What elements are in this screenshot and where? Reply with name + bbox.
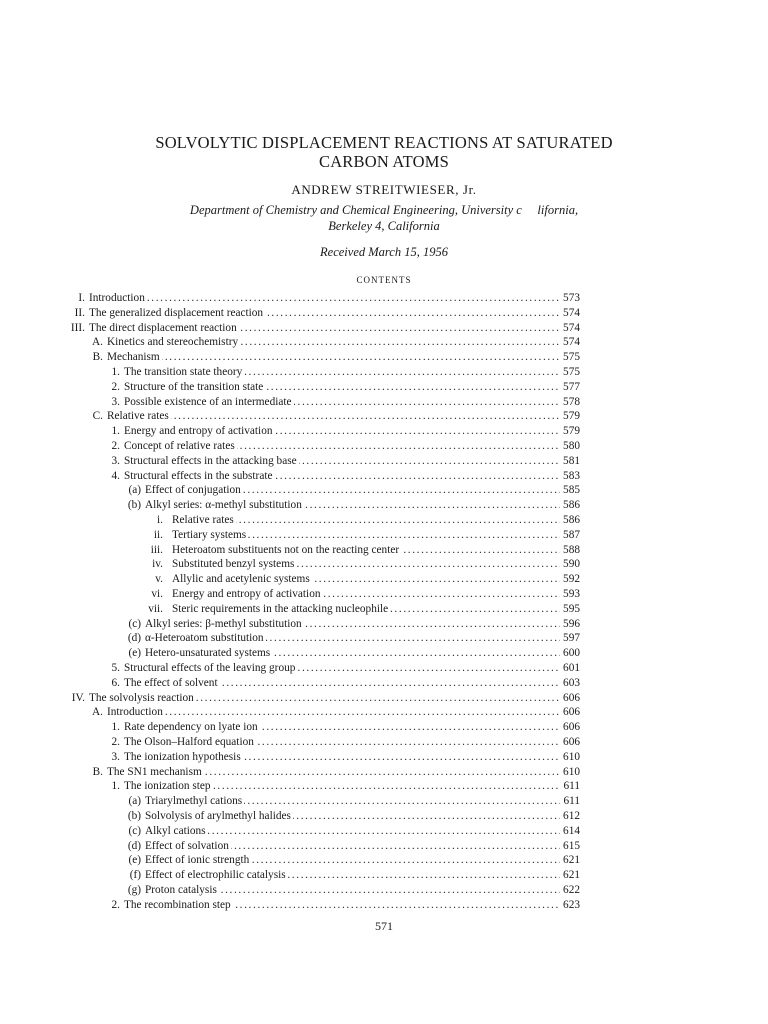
- toc-entry-text: Structure of the transition state: [124, 380, 264, 393]
- toc-entry-text: Allylic and acetylenic systems: [172, 573, 310, 586]
- toc-entry-title: [107, 705, 560, 720]
- toc-entry-text: The solvolysis reaction: [89, 691, 194, 704]
- toc-entry-title: [124, 424, 560, 439]
- toc-entry-page: 588: [563, 543, 580, 556]
- toc-entry-page: 573: [563, 292, 580, 304]
- toc-entry-title: [107, 409, 560, 424]
- toc-entry-page: 574: [563, 336, 580, 349]
- toc-entry-title: [124, 676, 560, 691]
- toc-entry-text: Effect of solvation: [145, 839, 229, 852]
- toc-entry-text: Introduction: [89, 292, 145, 304]
- toc-entry: [0, 898, 768, 913]
- toc-entry-number: iv.: [152, 558, 163, 571]
- toc-entry: [0, 557, 768, 572]
- toc-entry-number: (b): [127, 499, 141, 512]
- toc-entry-page: 574: [563, 306, 580, 319]
- toc-entry-title: [145, 646, 560, 661]
- toc-entry-title: [107, 350, 560, 365]
- toc-entry: [0, 291, 768, 306]
- toc-entry-text: The generalized displacement reaction: [89, 306, 264, 319]
- toc-entry-text: Concept of relative rates: [124, 440, 235, 452]
- page-number: 571: [375, 919, 393, 933]
- toc-entry-title: [89, 691, 560, 706]
- toc-entry-number: 2.: [111, 736, 120, 748]
- toc-entry: [0, 409, 768, 424]
- toc-entry-page: 610: [563, 750, 580, 763]
- toc-entry-number: (e): [128, 647, 141, 660]
- title-line-1: SOLVOLYTIC DISPLACEMENT REACTIONS AT SATURATED: [155, 133, 613, 152]
- toc-entry-number: A.: [92, 336, 103, 349]
- toc-entry-page: 600: [563, 647, 580, 660]
- toc-entry-text: Rate dependency on lyate ion: [124, 721, 258, 734]
- toc-entry-page: 586: [563, 499, 580, 512]
- toc-entry-page: 601: [563, 662, 580, 674]
- toc-entry: [0, 779, 768, 794]
- toc-entry-number: 1.: [111, 366, 120, 378]
- toc-entry-number: vi.: [151, 588, 163, 600]
- toc-entry-text: Possible existence of an intermediate: [124, 395, 292, 408]
- toc-entry-page: 592: [563, 573, 580, 586]
- toc-entry-page: 586: [563, 514, 580, 526]
- toc-entry-text: Effect of electrophilic catalysis: [145, 869, 286, 882]
- author-name: ANDREW STREITWIESER, Jr.: [291, 182, 477, 197]
- toc-entry-number: (e): [128, 854, 141, 867]
- toc-entry: [0, 735, 768, 750]
- toc-entry-page: 590: [563, 558, 580, 571]
- toc-entry-text: The effect of solvent: [124, 676, 218, 689]
- toc-entry-title: [172, 557, 560, 572]
- toc-entry-text: Proton catalysis: [145, 884, 217, 896]
- toc-entry-page: 583: [563, 469, 580, 482]
- toc-entry-page: 579: [563, 425, 580, 438]
- toc-entry: [0, 720, 768, 735]
- toc-entry-title: [172, 528, 560, 543]
- toc-entry: [0, 424, 768, 439]
- toc-entry-text: The ionization hypothesis: [124, 750, 241, 763]
- toc-entry: [0, 750, 768, 765]
- toc-entry-title: [145, 809, 560, 824]
- contents-heading: CONTENTS: [356, 275, 412, 285]
- toc-entry-title: [124, 439, 560, 454]
- toc-entry-text: Kinetics and stereochemistry: [107, 336, 239, 349]
- toc-entry-page: 623: [563, 898, 580, 911]
- toc-entry-title: [124, 661, 560, 676]
- toc-entry-title: [145, 883, 560, 898]
- toc-entry: [0, 676, 768, 691]
- toc-entry-title: [124, 779, 560, 794]
- toc-entry-title: [145, 631, 560, 646]
- toc-entry-page: 580: [563, 440, 580, 452]
- toc-entry-text: Hetero-unsaturated systems: [145, 647, 271, 660]
- toc-entry-number: v.: [155, 573, 163, 586]
- toc-entry-title: [89, 291, 560, 306]
- toc-entry-number: 1.: [111, 780, 120, 793]
- toc-entry-number: B.: [92, 351, 103, 364]
- toc-entry-number: 1.: [111, 721, 120, 734]
- toc-entry-text: The Olson–Halford equation: [124, 736, 254, 748]
- toc-entry-title: [145, 483, 560, 498]
- toc-entry-number: I.: [78, 292, 85, 304]
- toc-entry: [0, 883, 768, 898]
- toc-entry-text: Introduction: [107, 706, 163, 719]
- toc-entry-title: [124, 454, 560, 469]
- toc-entry-page: 614: [563, 824, 580, 837]
- toc-entry-text: The transition state theory: [124, 366, 243, 378]
- toc-entry-title: [107, 335, 560, 350]
- toc-entry-title: [172, 572, 560, 587]
- toc-entry-page: 577: [563, 380, 580, 393]
- toc-entry-number: II.: [74, 306, 85, 319]
- toc-entry-title: [145, 498, 560, 513]
- toc-entry-text: Structural effects in the substrate: [124, 469, 273, 482]
- toc-entry-title: [124, 898, 560, 913]
- article-title: [0, 133, 768, 171]
- toc-entry-title: [172, 513, 560, 528]
- toc-entry-page: 575: [563, 351, 580, 364]
- toc-entry-number: (d): [127, 839, 141, 852]
- toc-entry-text: The ionization step: [124, 780, 211, 793]
- toc-entry-text: Heteroatom substituents not on the reacting center: [172, 543, 400, 556]
- toc-entry-page: 606: [563, 736, 580, 748]
- toc-entry-page: 596: [563, 617, 580, 630]
- toc-entry: [0, 794, 768, 809]
- affiliation-line-1: Department of Chemistry and Chemical Engineering, University c lifornia,: [189, 203, 579, 217]
- toc-entry-page: 610: [563, 765, 580, 778]
- toc-entry-text: Alkyl series: α-methyl substitution: [145, 499, 302, 512]
- toc-entry-text: Structural effects in the attacking base: [124, 454, 297, 467]
- toc-entry-number: (c): [128, 824, 141, 837]
- toc-entry-title: [124, 720, 560, 735]
- toc-entry-number: (c): [128, 617, 141, 630]
- toc-entry-number: (a): [128, 795, 141, 808]
- toc-entry-page: 611: [563, 795, 580, 808]
- toc-entry-number: (b): [127, 810, 141, 822]
- received-date: Received March 15, 1956: [320, 245, 448, 259]
- toc-entry-title: [145, 853, 560, 868]
- affiliation-line-2: Berkeley 4, California: [328, 219, 440, 233]
- toc-entry-page: 606: [563, 691, 580, 704]
- toc-entry-page: 621: [563, 854, 580, 867]
- toc-entry-text: Steric requirements in the attacking nucleophile: [172, 602, 389, 615]
- toc-entry-title: [124, 469, 560, 484]
- toc-entry-number: 3.: [111, 750, 120, 763]
- toc-entry: [0, 513, 768, 528]
- toc-entry-text: Effect of conjugation: [145, 484, 241, 497]
- toc-entry-text: α-Heteroatom substitution: [145, 632, 264, 645]
- toc-entry-text: The direct displacement reaction: [89, 321, 237, 334]
- toc-entry: [0, 365, 768, 380]
- toc-entry-number: (g): [127, 884, 141, 896]
- toc-entry-title: [145, 794, 560, 809]
- toc-entry-number: IV.: [71, 691, 85, 704]
- toc-entry-page: 593: [563, 588, 580, 600]
- toc-entry: [0, 839, 768, 854]
- toc-entry: [0, 853, 768, 868]
- toc-entry-number: 6.: [111, 676, 120, 689]
- toc-entry-number: 2.: [111, 898, 120, 911]
- toc-entry: [0, 572, 768, 587]
- toc-entry-page: 621: [563, 869, 580, 882]
- toc-entry-title: [124, 750, 560, 765]
- toc-entry-page: 581: [563, 454, 580, 467]
- toc-entry-title: [89, 321, 560, 336]
- toc-entry-page: 612: [563, 810, 580, 822]
- toc-entry-number: III.: [70, 321, 85, 334]
- toc-entry-title: [172, 587, 560, 602]
- toc-entry-number: C.: [92, 410, 103, 423]
- toc-entry: [0, 809, 768, 824]
- toc-entry: [0, 321, 768, 336]
- toc-entry-text: Alkyl cations: [145, 824, 206, 837]
- toc-entry-number: 4.: [111, 469, 120, 482]
- toc-entry-page: 606: [563, 721, 580, 734]
- toc-entry-title: [172, 543, 560, 558]
- toc-entry-page: 615: [563, 839, 580, 852]
- toc-entry-title: [89, 306, 560, 321]
- toc-entry-page: 595: [563, 602, 580, 615]
- toc-entry: [0, 439, 768, 454]
- toc-entry-page: 603: [563, 676, 580, 689]
- toc-entry: [0, 528, 768, 543]
- toc-entry-text: Energy and entropy of activation: [124, 425, 273, 438]
- toc-entry-title: [145, 839, 560, 854]
- toc-entry-number: iii.: [150, 543, 163, 556]
- toc-entry-title: [124, 380, 560, 395]
- toc-entry-text: Mechanism: [107, 351, 160, 364]
- toc-entry: [0, 498, 768, 513]
- toc-entry-text: Energy and entropy of activation: [172, 588, 321, 600]
- toc-entry-text: Solvolysis of arylmethyl halides: [145, 810, 291, 822]
- toc-entry-number: 5.: [111, 662, 120, 674]
- toc-entry-number: ii.: [153, 528, 163, 541]
- toc-entry-title: [145, 824, 560, 839]
- toc-entry: [0, 587, 768, 602]
- toc-entry-text: Relative rates: [107, 410, 169, 423]
- toc-entry: [0, 765, 768, 780]
- toc-entry-page: 606: [563, 706, 580, 719]
- toc-entry: [0, 691, 768, 706]
- toc-entry-text: Triarylmethyl cations: [145, 795, 243, 808]
- toc-entry-text: Effect of ionic strength: [145, 854, 250, 867]
- toc-entry-page: 579: [563, 410, 580, 423]
- toc-entry: [0, 631, 768, 646]
- toc-entry-number: B.: [92, 765, 103, 778]
- toc-entry-text: The SN1 mechanism: [107, 765, 202, 778]
- toc-entry-number: vii.: [148, 602, 163, 615]
- toc-entry-title: [145, 868, 560, 883]
- toc-entry: [0, 543, 768, 558]
- toc-entry-number: (a): [128, 484, 141, 497]
- toc-entry-title: [172, 602, 560, 617]
- toc-entry-page: 622: [563, 884, 580, 896]
- toc-entry-number: 2.: [111, 380, 120, 393]
- toc-entry: [0, 824, 768, 839]
- toc-entry: [0, 661, 768, 676]
- toc-entry: [0, 602, 768, 617]
- title-line-2: CARBON ATOMS: [318, 152, 449, 171]
- toc-entry-text: Structural effects of the leaving group: [124, 662, 296, 674]
- toc-entry-number: 2.: [111, 440, 120, 452]
- toc-entry: [0, 469, 768, 484]
- toc-entry-title: [107, 765, 560, 780]
- toc-entry: [0, 483, 768, 498]
- affiliation: [0, 202, 768, 234]
- toc-entry: [0, 380, 768, 395]
- toc-entry-title: [124, 735, 560, 750]
- toc-entry: [0, 335, 768, 350]
- toc-entry: [0, 306, 768, 321]
- toc-entry-number: (d): [127, 632, 141, 645]
- toc-entry-page: 597: [563, 632, 580, 645]
- toc-entry-page: 575: [563, 366, 580, 378]
- toc-entry-title: [124, 395, 560, 410]
- toc-entry-text: Relative rates: [172, 514, 234, 526]
- toc-entry: [0, 395, 768, 410]
- toc-entry: [0, 617, 768, 632]
- toc-entry-page: 611: [563, 780, 580, 793]
- toc-entry-number: 3.: [111, 454, 120, 467]
- toc-entry: [0, 454, 768, 469]
- toc-entry-title: [145, 617, 560, 632]
- toc-entry: [0, 646, 768, 661]
- toc-entry-number: i.: [157, 514, 163, 526]
- toc-entry-page: 587: [563, 528, 580, 541]
- toc-entry-page: 585: [563, 484, 580, 497]
- toc-entry-page: 574: [563, 321, 580, 334]
- toc-entry: [0, 705, 768, 720]
- toc-entry-title: [124, 365, 560, 380]
- toc-entry: [0, 868, 768, 883]
- toc-entry-text: The recombination step: [124, 898, 231, 911]
- toc-entry-text: Tertiary systems: [172, 528, 247, 541]
- toc-entry-text: Substituted benzyl systems: [172, 558, 295, 571]
- toc-entry: [0, 350, 768, 365]
- toc-entry-page: 578: [563, 395, 580, 408]
- toc-entry-number: A.: [92, 706, 103, 719]
- toc-entry-number: 3.: [111, 395, 120, 408]
- toc-entry-text: Alkyl series: β-methyl substitution: [145, 617, 302, 630]
- toc-entry-number: (f): [129, 869, 141, 882]
- toc-entry-number: 1.: [111, 425, 120, 438]
